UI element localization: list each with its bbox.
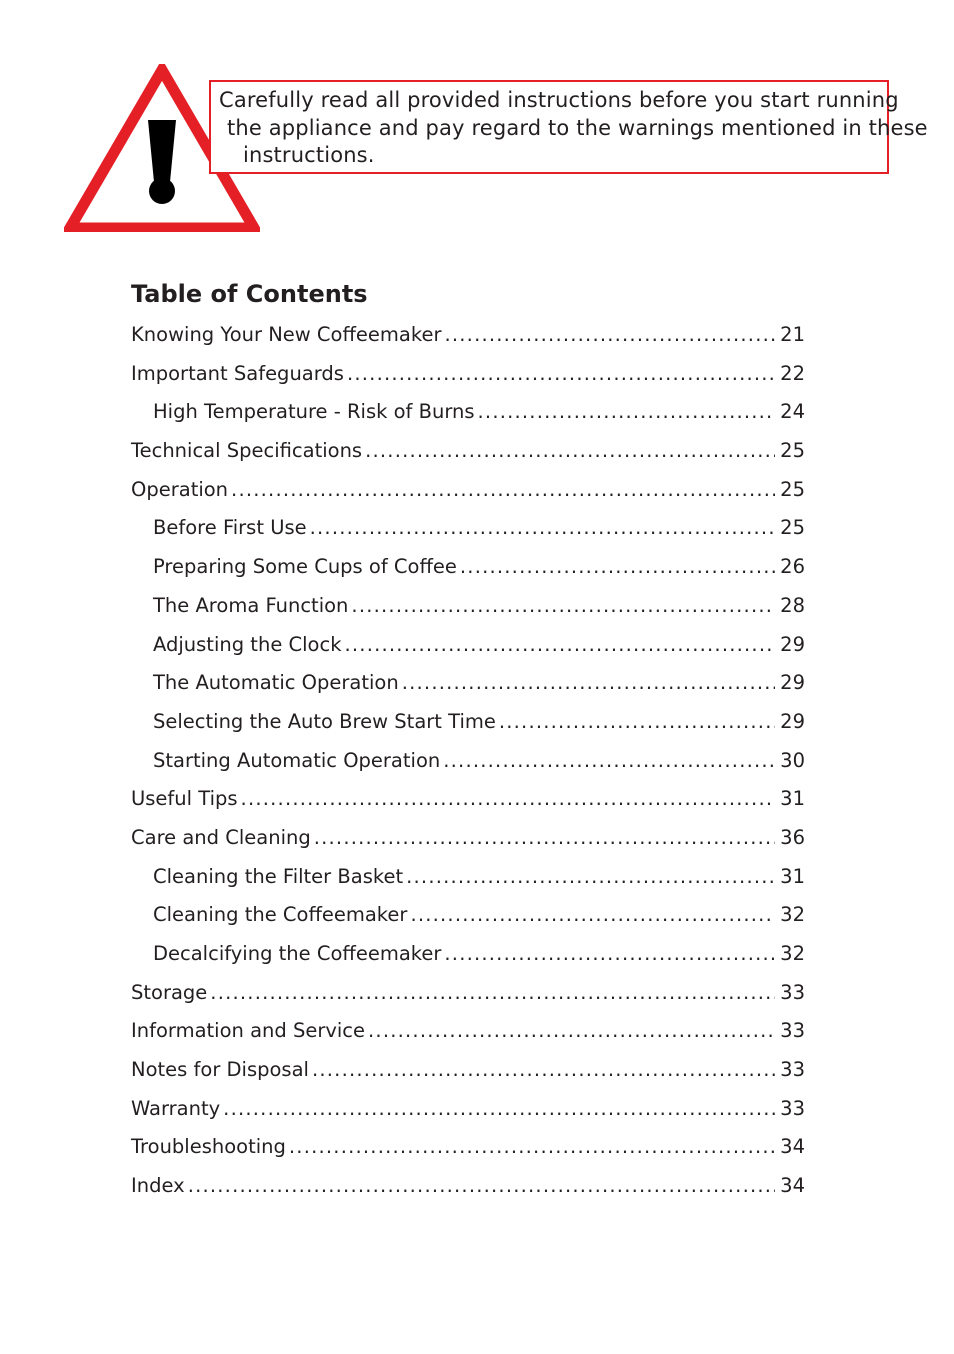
toc-dot-leader: [368, 1014, 775, 1048]
toc-dot-leader: [347, 357, 775, 391]
toc-entry-label: Decalcifying the Coffeemaker: [153, 942, 442, 965]
toc-entry-page-number: 29: [780, 709, 805, 733]
toc-entry-label: Cleaning the Filter Basket: [153, 864, 404, 888]
toc-dot-leader: [443, 744, 775, 778]
toc-entry-page-number: 31: [780, 864, 805, 888]
toc-entry-label: Care and Cleaning: [131, 825, 311, 849]
toc-entry-page-number: 33: [780, 980, 805, 1004]
toc-entry-page-number: 22: [780, 361, 805, 385]
toc-dot-leader: [345, 628, 776, 662]
toc-entry-label: Index: [131, 1174, 185, 1198]
toc-dot-leader: [289, 1130, 775, 1164]
toc-dot-leader: [402, 666, 775, 700]
warning-text-line-1: Carefully read all provided instructions before you start running: [219, 88, 899, 112]
toc-entry-page-number: 29: [780, 671, 805, 695]
toc-entry-label: Troubleshooting: [131, 1135, 286, 1159]
toc-entry[interactable]: [131, 705, 805, 744]
toc-entry[interactable]: [131, 357, 805, 396]
toc-entry-label: Notes for Disposal: [131, 1058, 309, 1082]
toc-entry-page-number: 21: [780, 323, 805, 346]
toc-dot-leader: [314, 821, 775, 855]
warning-text-line-3: instructions.: [243, 143, 375, 167]
toc-entry-page-number: 24: [780, 400, 805, 424]
toc-entry[interactable]: [131, 821, 805, 860]
toc-entry-label: High Temperature - Risk of Burns: [153, 400, 475, 424]
toc-dot-leader: [478, 395, 775, 429]
toc-entry-page-number: 28: [780, 593, 805, 617]
toc-entry-label: Before First Use: [153, 516, 307, 540]
toc-entry-label: Warranty: [131, 1096, 221, 1120]
toc-dot-leader: [406, 860, 775, 894]
toc-dot-leader: [351, 589, 775, 623]
toc-entry-label: Selecting the Auto Brew Start Time: [153, 709, 496, 733]
toc-entry-page-number: 32: [780, 942, 805, 965]
toc-entry[interactable]: [131, 1092, 805, 1131]
toc-entry[interactable]: [131, 937, 805, 976]
toc-entry-label: Knowing Your New Coffeemaker: [131, 323, 442, 346]
toc-entry-label: The Aroma Function: [153, 593, 349, 617]
toc-entry-label: Important Safeguards: [131, 361, 344, 385]
toc-entry-label: The Automatic Operation: [153, 671, 399, 695]
toc-entry-label: Storage: [131, 980, 208, 1004]
toc-dot-leader: [231, 473, 775, 507]
toc-dot-leader: [312, 1053, 775, 1087]
toc-entry-label: Adjusting the Clock: [153, 632, 342, 656]
toc-dot-leader: [223, 1092, 775, 1126]
warning-text-line-2: the appliance and pay regard to the warnings mentioned in these: [227, 116, 928, 140]
toc-dot-leader: [444, 937, 775, 971]
toc-entry-page-number: 33: [780, 1058, 805, 1082]
toc-entry-label: Cleaning the Coffeemaker: [153, 903, 408, 927]
toc-entry-page-number: 25: [780, 439, 805, 463]
toc-entry[interactable]: [131, 395, 805, 434]
toc-entry-page-number: 33: [780, 1096, 805, 1120]
exclamation-dot: [149, 178, 175, 204]
toc-entry[interactable]: [131, 898, 805, 937]
toc-entry-page-number: 34: [780, 1135, 805, 1159]
toc-entry-page-number: 32: [780, 903, 805, 927]
toc-dot-leader: [365, 434, 775, 468]
toc-entry-page-number: 25: [780, 516, 805, 540]
toc-title: Table of Contents: [131, 280, 368, 308]
toc-entry-label: Operation: [131, 477, 229, 501]
toc-entry[interactable]: [131, 1130, 805, 1169]
toc-entry[interactable]: [131, 628, 805, 667]
toc-dot-leader: [188, 1169, 775, 1203]
toc-entry[interactable]: [131, 782, 805, 821]
toc-dot-leader: [310, 511, 775, 545]
toc-entry-label: Useful Tips: [131, 787, 238, 811]
toc-entry[interactable]: [131, 860, 805, 899]
toc-entry-page-number: 34: [780, 1174, 805, 1198]
toc-entry[interactable]: [131, 318, 805, 357]
toc-entry-label: Information and Service: [131, 1019, 366, 1043]
toc-entry[interactable]: [131, 1053, 805, 1092]
toc-dot-leader: [499, 705, 775, 739]
toc-entry[interactable]: [131, 511, 805, 550]
toc-entry-label: Technical Specifications: [131, 439, 363, 463]
toc-entry-label: Preparing Some Cups of Coffee: [153, 555, 457, 579]
toc-dot-leader: [410, 898, 775, 932]
toc-dot-leader: [241, 782, 775, 816]
toc-entry-page-number: 26: [780, 555, 805, 579]
toc-entry[interactable]: [131, 1169, 805, 1208]
toc-entry-page-number: 33: [780, 1019, 805, 1043]
table-of-contents: [131, 318, 805, 1208]
toc-entry-label: Starting Automatic Operation: [153, 748, 441, 772]
toc-entry[interactable]: [131, 434, 805, 473]
toc-entry[interactable]: [131, 666, 805, 705]
toc-entry[interactable]: [131, 589, 805, 628]
warning-notice: [209, 80, 928, 174]
toc-entry-page-number: 31: [780, 787, 805, 811]
toc-entry-page-number: 36: [780, 825, 805, 849]
toc-entry-page-number: 29: [780, 632, 805, 656]
toc-dot-leader: [444, 318, 775, 352]
toc-entry[interactable]: [131, 473, 805, 512]
toc-entry-page-number: 25: [780, 477, 805, 501]
toc-entry[interactable]: [131, 744, 805, 783]
toc-entry[interactable]: [131, 1014, 805, 1053]
toc-dot-leader: [210, 976, 775, 1010]
toc-dot-leader: [460, 550, 775, 584]
toc-entry[interactable]: [131, 976, 805, 1015]
exclamation-bar: [148, 120, 176, 182]
toc-entry[interactable]: [131, 550, 805, 589]
toc-entry-page-number: 30: [780, 748, 805, 772]
